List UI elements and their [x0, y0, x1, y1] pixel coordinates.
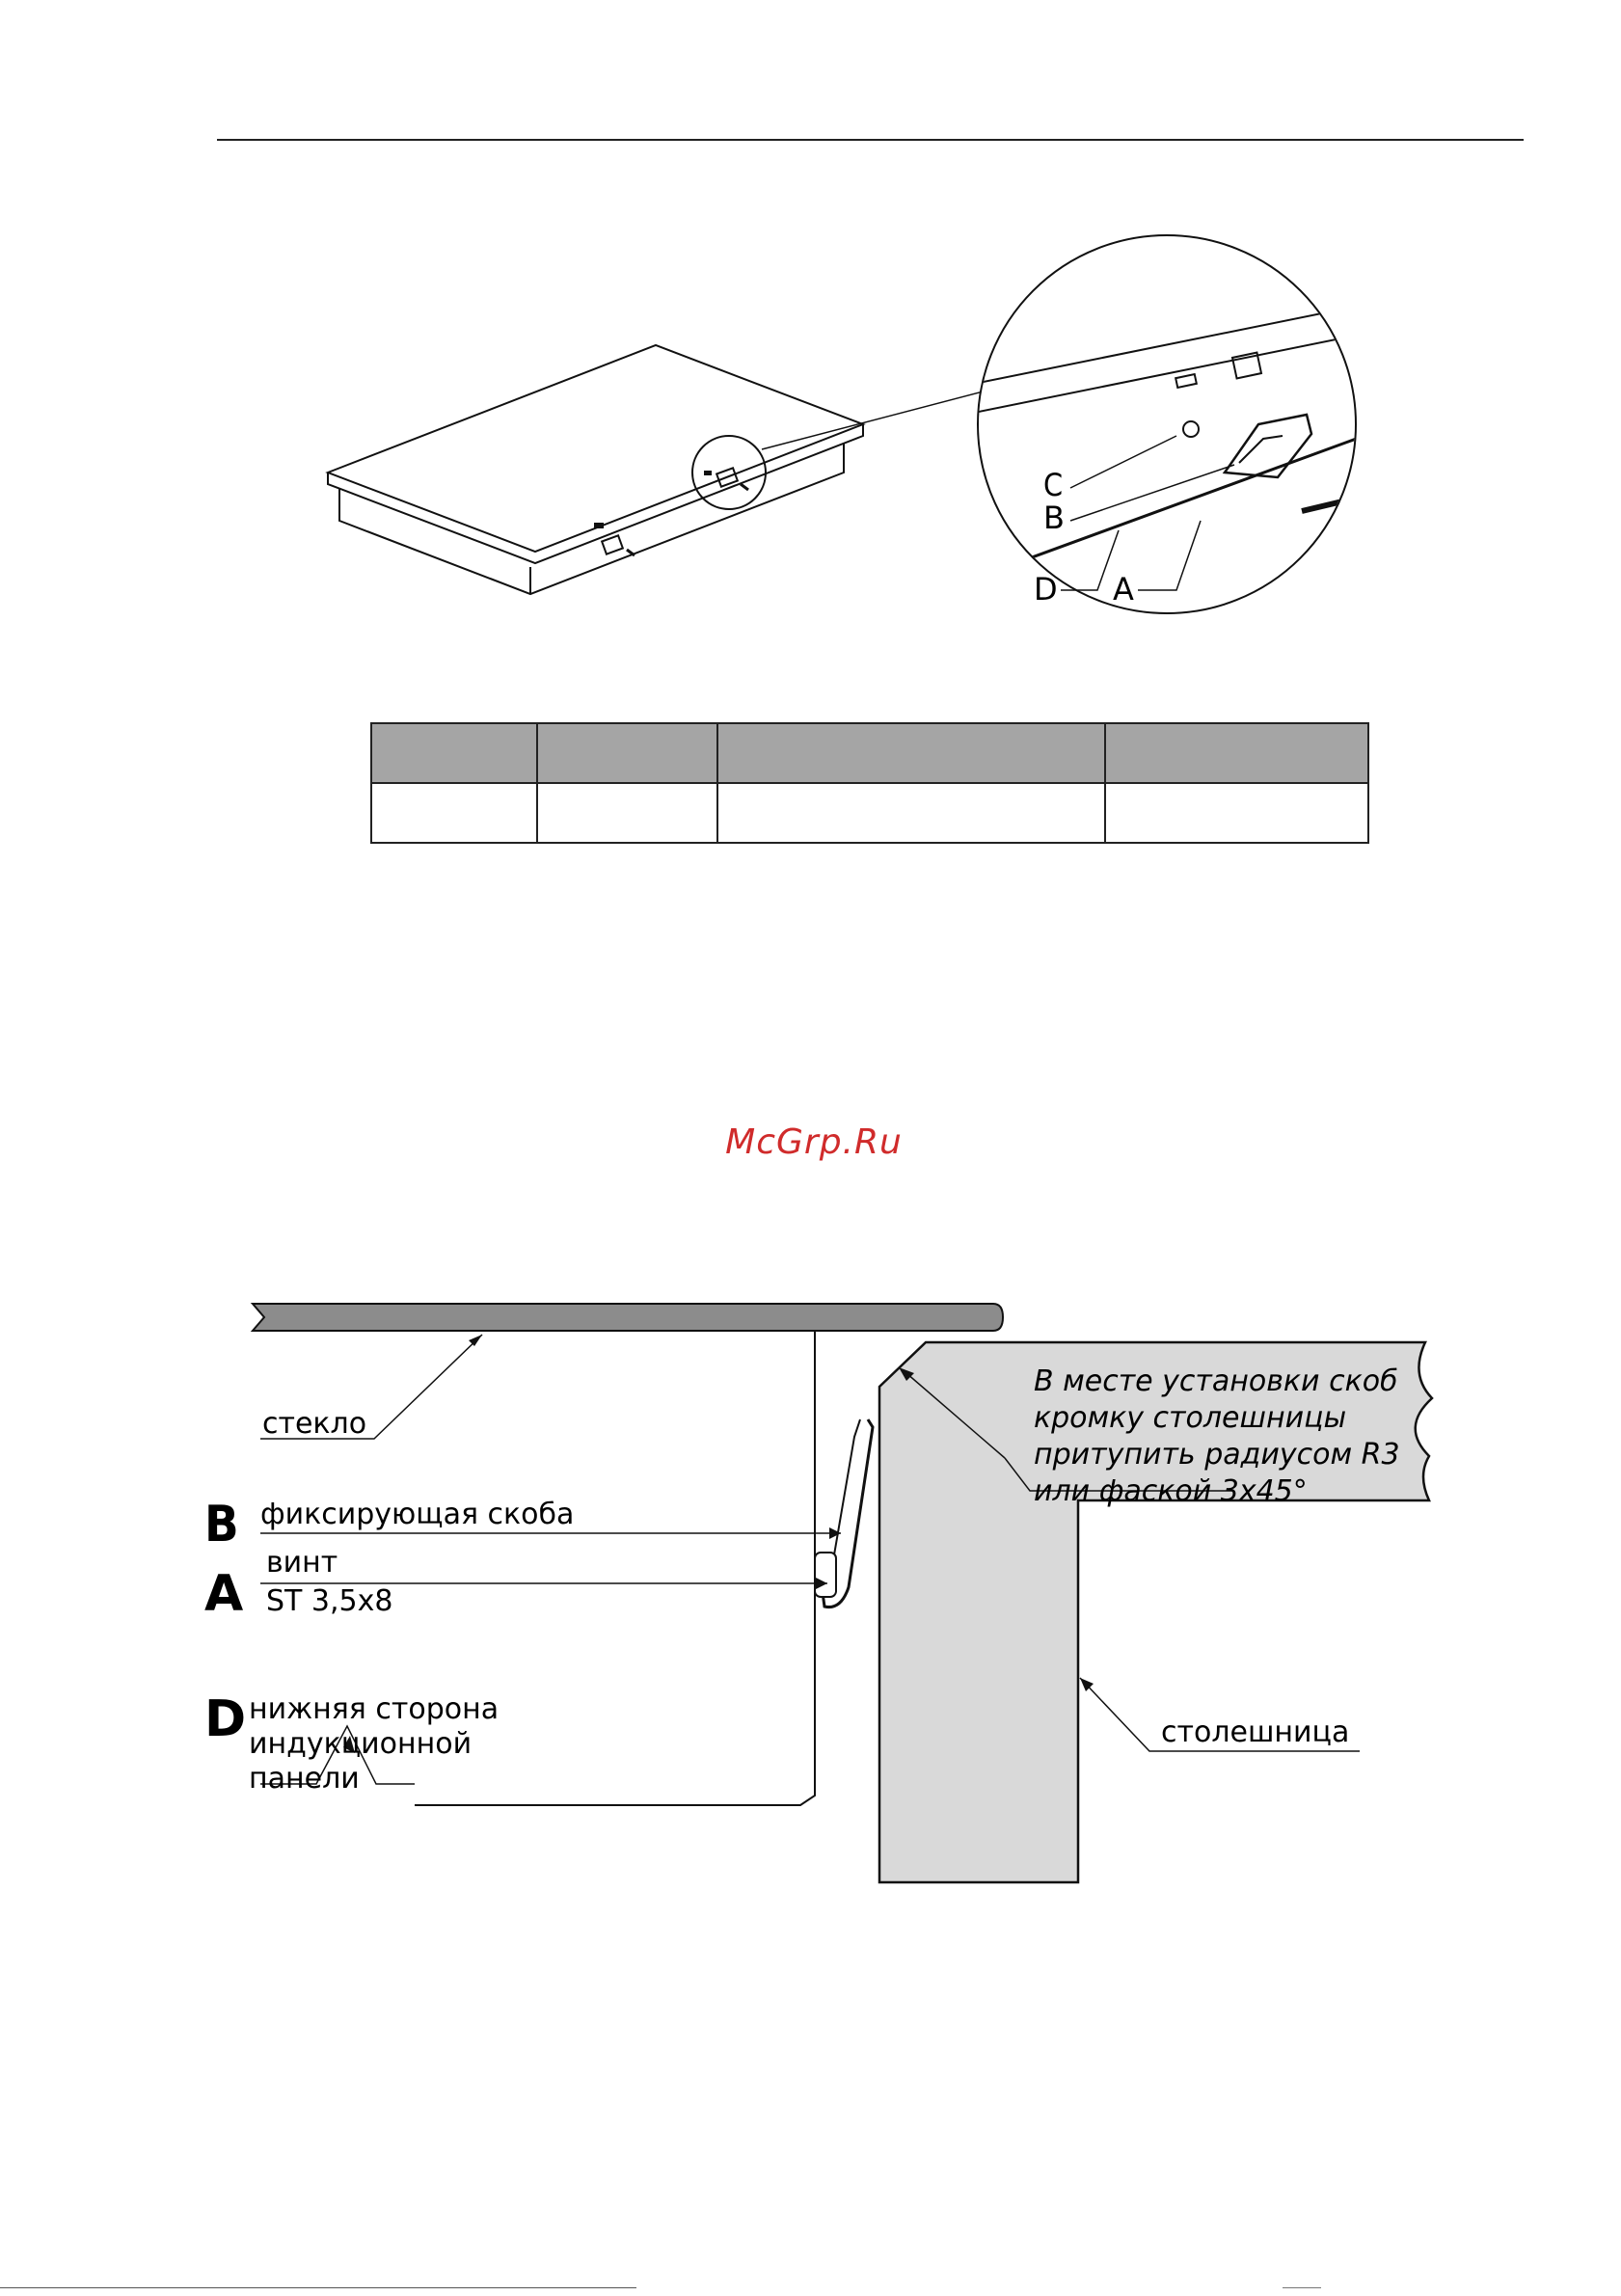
hob-top-surface	[328, 345, 863, 552]
header-rule	[217, 139, 1524, 141]
label-glass: стекло	[262, 1407, 367, 1441]
label-bracket: фиксирующая скоба	[260, 1498, 575, 1531]
letter-d: D	[204, 1690, 247, 1748]
glass-panel	[253, 1304, 1003, 1331]
label-bottom-2: индукционной	[249, 1727, 473, 1761]
label-note-4: или фаской 3x45°	[1034, 1474, 1308, 1508]
spec-cell	[537, 783, 717, 843]
spec-cell	[1105, 783, 1368, 843]
callout-d: D	[1034, 571, 1058, 608]
callout-c: C	[1043, 467, 1064, 503]
side-slot	[594, 523, 604, 528]
installation-section-diagram	[193, 1283, 1446, 1909]
label-bottom-3: панели	[249, 1762, 360, 1796]
callout-b: B	[1043, 500, 1065, 536]
spec-header-cell	[1105, 723, 1368, 783]
hob-underside	[415, 1331, 815, 1805]
label-note-2: кромку столешницы	[1034, 1401, 1347, 1435]
spec-header-cell	[717, 723, 1105, 783]
spec-header-cell	[371, 723, 537, 783]
letter-b: B	[204, 1496, 239, 1553]
hob-isometric-figure	[309, 231, 1446, 685]
footer-rule-right	[1283, 2287, 1321, 2288]
footer-rule	[0, 2287, 636, 2288]
spec-table-header-row	[371, 723, 1368, 783]
spec-header-cell	[537, 723, 717, 783]
spec-cell	[371, 783, 537, 843]
label-screw: винт	[266, 1546, 338, 1580]
label-note-3: притупить радиусом R3	[1034, 1438, 1400, 1472]
spec-table	[370, 722, 1369, 844]
label-worktop: столешница	[1161, 1715, 1350, 1749]
label-note-1: В месте установки скоб	[1034, 1364, 1398, 1398]
callout-a: A	[1113, 571, 1134, 608]
watermark-text: McGrp.Ru	[725, 1122, 903, 1162]
screw-head	[815, 1553, 836, 1597]
letter-a: A	[204, 1565, 244, 1623]
label-screw-spec: ST 3,5x8	[266, 1584, 393, 1618]
label-bottom-1: нижняя сторона	[249, 1692, 500, 1726]
table-row	[371, 783, 1368, 843]
magnified-detail	[974, 235, 1369, 613]
spec-cell	[717, 783, 1105, 843]
